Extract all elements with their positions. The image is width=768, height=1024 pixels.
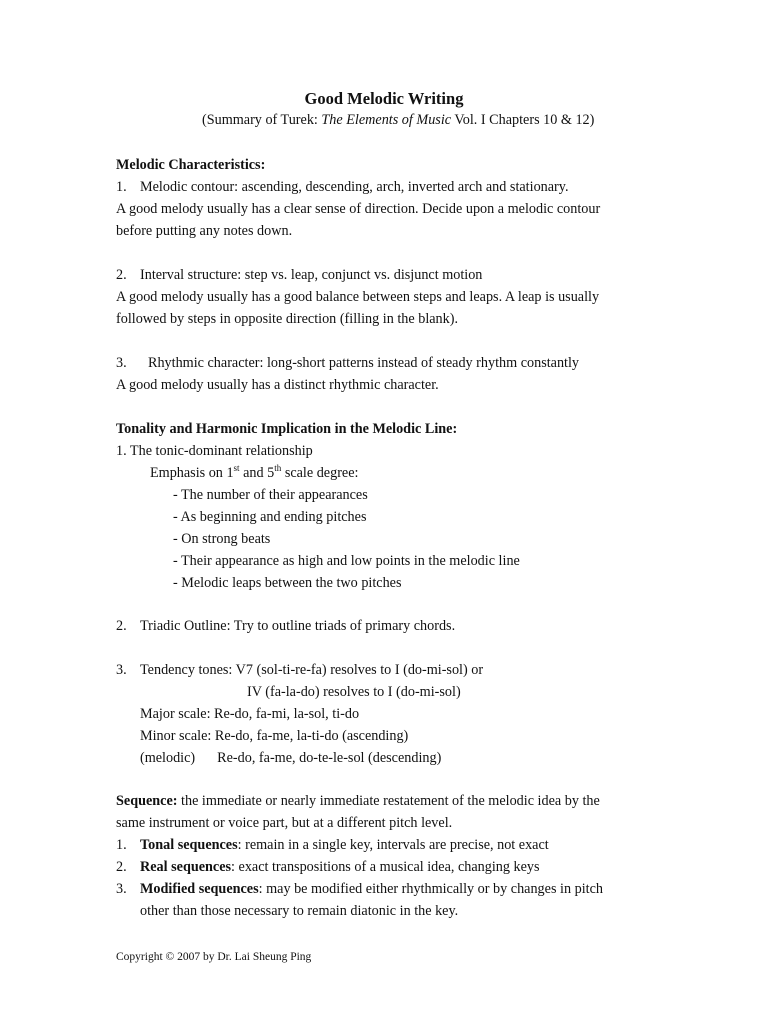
bullet-item: - On strong beats xyxy=(173,531,271,547)
tonality-heading: Tonality and Harmonic Implication in the Melodic Line: xyxy=(116,421,458,437)
tonality-item-2: 2. Triadic Outline: Try to outline triads of primary chords. xyxy=(116,618,456,634)
minor-scale: Minor scale: Re-do, fa-me, la-ti-do (ascending) xyxy=(140,728,409,744)
melodic-item-1-para: A good melody usually has a clear sense of direction. Decide upon a melodic contour xyxy=(116,201,601,217)
melodic-heading: Melodic Characteristics: xyxy=(116,157,266,173)
melodic-item-3-para: A good melody usually has a distinct rhythmic character. xyxy=(116,377,439,393)
tonality-item-3: 3. Tendency tones: V7 (sol-ti-re-fa) resolves to I (do-mi-sol) or xyxy=(116,662,484,678)
bullet-item: - As beginning and ending pitches xyxy=(173,509,367,525)
major-scale: Major scale: Re-do, fa-mi, la-sol, ti-do xyxy=(140,706,360,722)
melodic-item-2-para-cont: followed by steps in opposite direction (filling in the blank). xyxy=(116,311,459,327)
book-title: The Elements of Music xyxy=(321,112,452,128)
page-title: Good Melodic Writing xyxy=(304,89,464,108)
tonality-item-1: 1. The tonic-dominant relationship xyxy=(116,443,313,459)
bullet-item: - Melodic leaps between the two pitches xyxy=(173,575,402,591)
sequence-definition: Sequence: the immediate or nearly immediate restatement of the melodic idea by the xyxy=(116,793,600,809)
emphasis-line: Emphasis on 1st and 5th scale degree: xyxy=(150,463,359,481)
sequence-item-1: 1. Tonal sequences: remain in a single key, intervals are precise, not exact xyxy=(116,837,549,853)
bullet-item: - The number of their appearances xyxy=(173,487,368,503)
bullet-item: - Their appearance as high and low points in the melodic line xyxy=(173,553,520,569)
melodic-item-2-para: A good melody usually has a good balance between steps and leaps. A leap is usually xyxy=(116,289,600,305)
melodic-minor: (melodic) Re-do, fa-me, do-te-le-sol (descending) xyxy=(140,750,442,766)
copyright-footer: Copyright © 2007 by Dr. Lai Sheung Ping xyxy=(116,951,312,963)
sequence-definition-cont: same instrument or voice part, but at a different pitch level. xyxy=(116,815,453,831)
tendency-line-2: IV (fa-la-do) resolves to I (do-mi-sol) xyxy=(247,684,461,700)
melodic-item-3: 3. Rhythmic character: long-short patterns instead of steady rhythm constantly xyxy=(116,355,580,371)
melodic-item-2: 2. Interval structure: step vs. leap, conjunct vs. disjunct motion xyxy=(116,267,483,283)
melodic-item-1-para-cont: before putting any notes down. xyxy=(116,223,293,239)
sequence-item-3-cont: other than those necessary to remain diatonic in the key. xyxy=(140,903,459,919)
melodic-item-1: 1. Melodic contour: ascending, descending, arch, inverted arch and stationary. xyxy=(116,179,569,195)
sequence-item-3: 3. Modified sequences: may be modified either rhythmically or by changes in pitch xyxy=(116,881,603,897)
sequence-item-2: 2. Real sequences: exact transpositions of a musical idea, changing keys xyxy=(116,859,540,875)
subtitle: (Summary of Turek: The Elements of Music Vol. I Chapters 10 & 12) xyxy=(202,112,595,128)
